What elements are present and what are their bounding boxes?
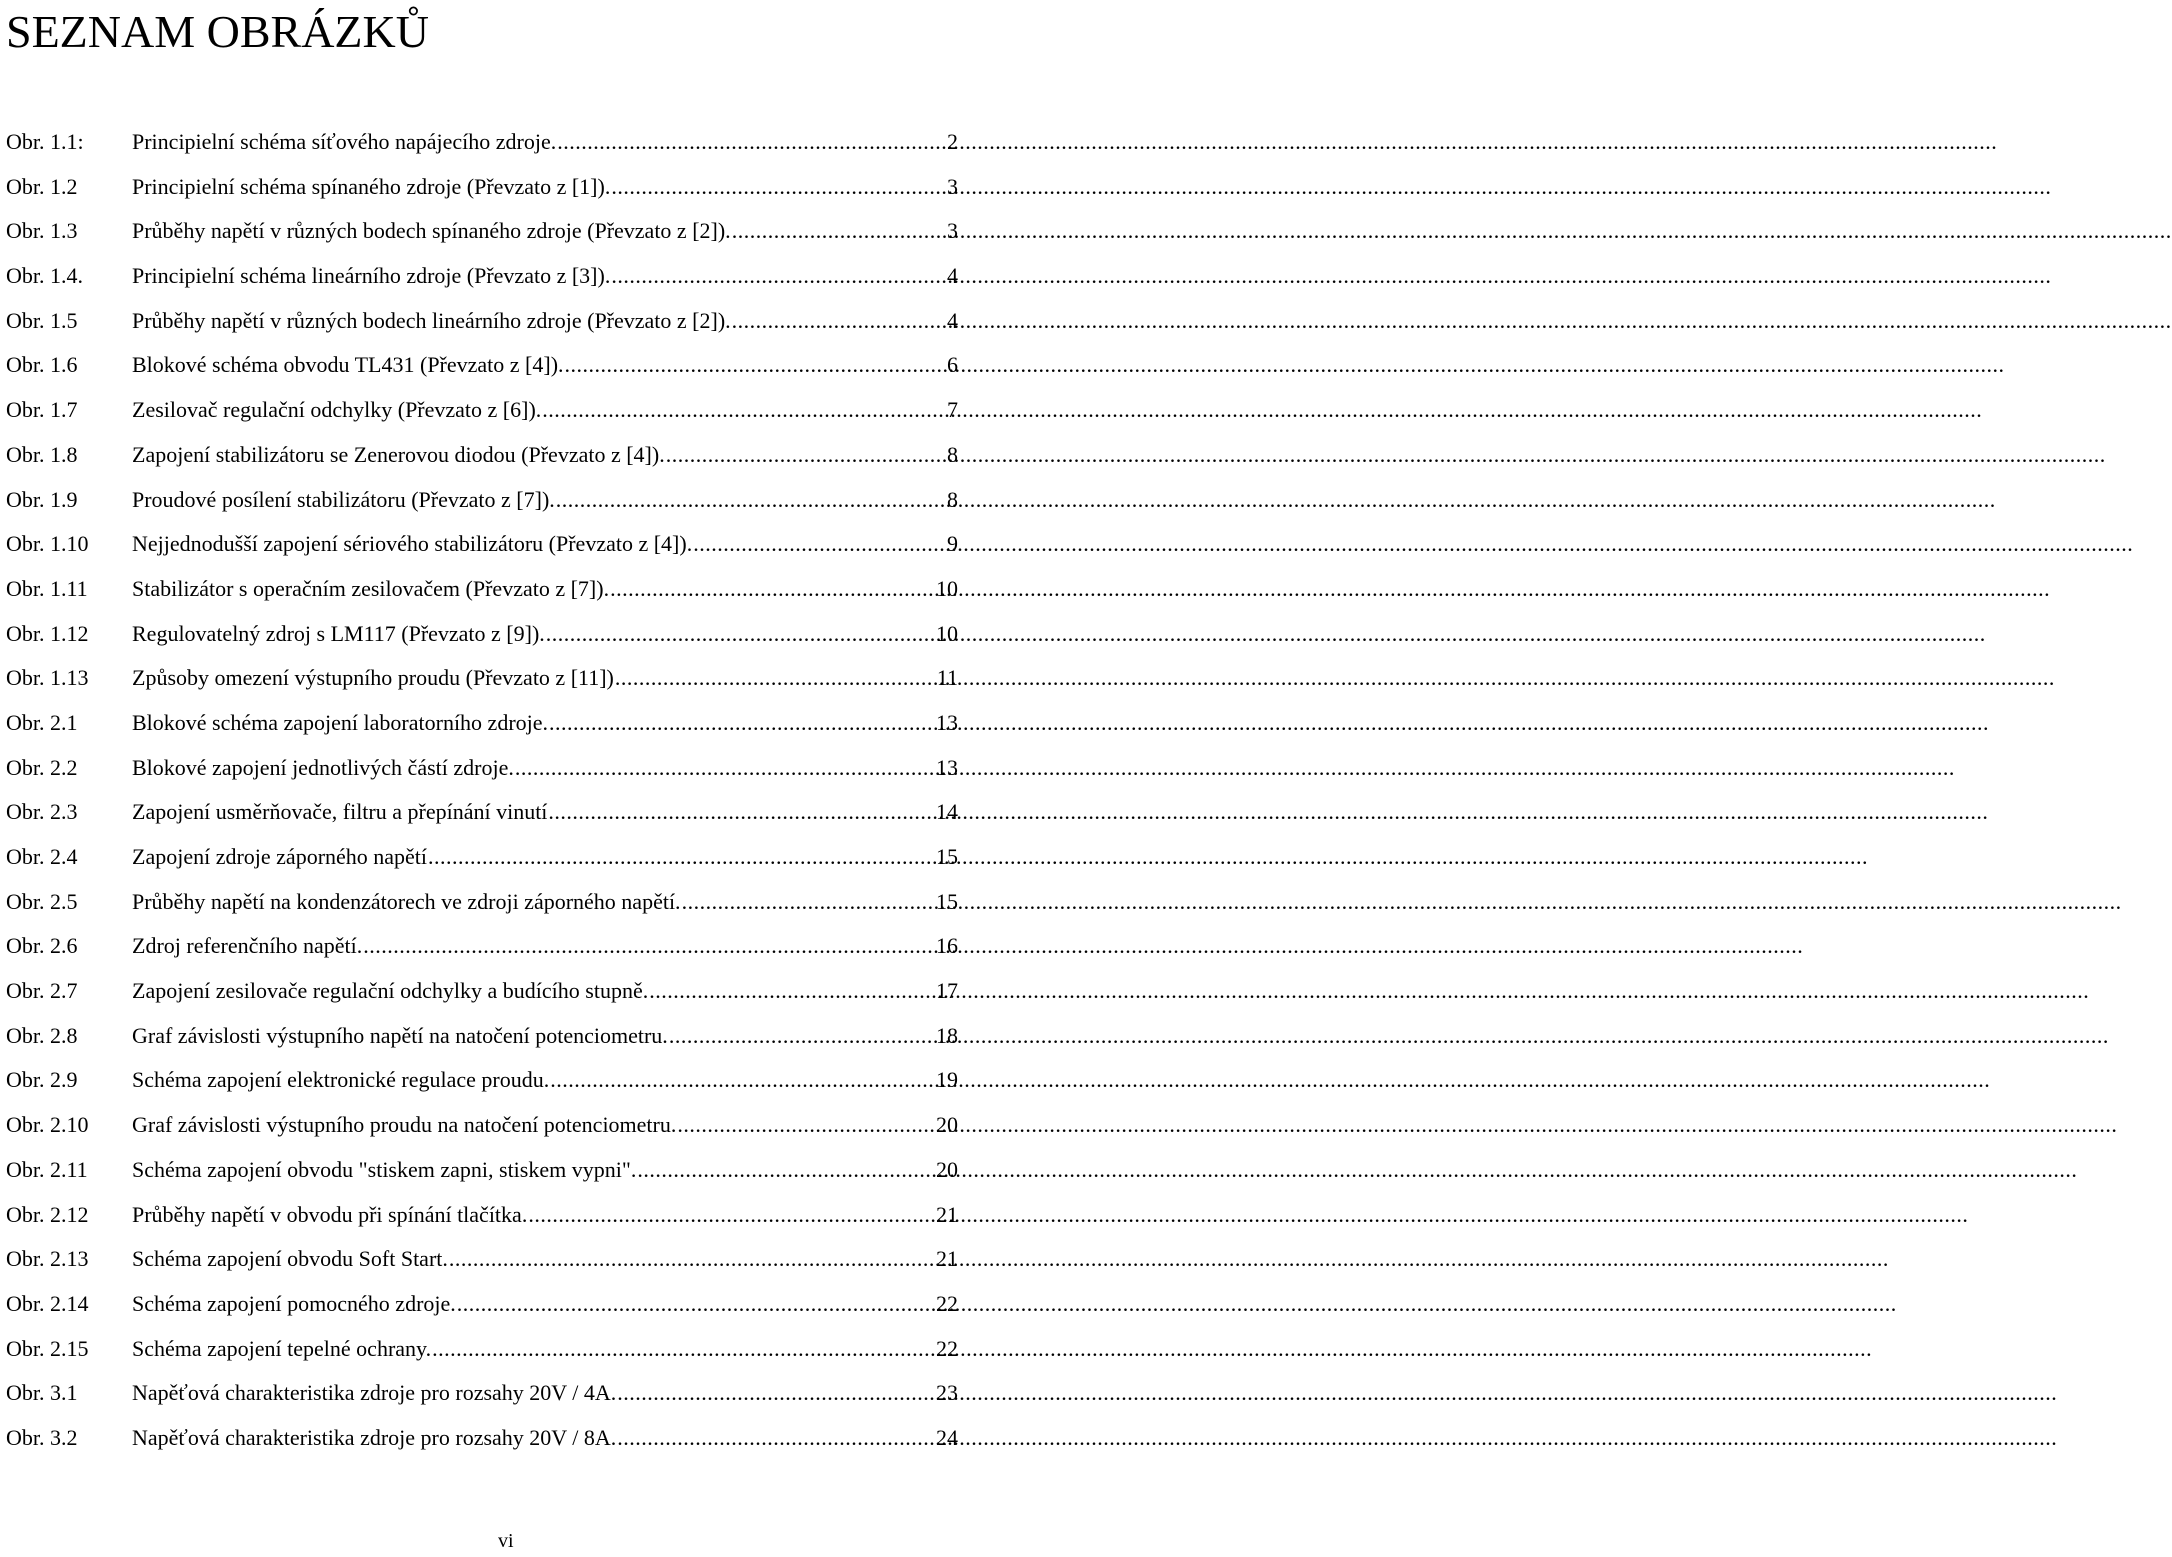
- figure-number: Obr. 2.8: [6, 1022, 78, 1048]
- dot-leader: [732, 209, 946, 254]
- page-ref: 20: [936, 1112, 958, 1138]
- toc-entry[interactable]: [6, 790, 960, 835]
- page-ref: 6: [947, 352, 958, 378]
- figure-title: Graf závislosti výstupního napětí na natočení potenciometru.: [132, 1022, 668, 1048]
- dot-leader: [363, 924, 935, 969]
- figure-title: Schéma zapojení pomocného zdroje.: [132, 1290, 456, 1316]
- figure-number: Obr. 1.5: [6, 307, 78, 333]
- figure-number: Obr. 1.4.: [6, 263, 83, 289]
- page-ref: 23: [936, 1380, 958, 1406]
- page-ref: 24: [936, 1424, 958, 1450]
- figure-title: Zapojení zesilovače regulační odchylky a budícího stupně.: [132, 978, 649, 1004]
- figure-title: Schéma zapojení tepelné ochrany.: [132, 1335, 432, 1361]
- figure-title: Principielní schéma spínaného zdroje (Převzato z [1]).: [132, 173, 611, 199]
- figure-title: Nejjednodušší zapojení sériového stabilizátoru (Převzato z [4]).: [132, 531, 693, 557]
- page-ref: 2: [947, 129, 958, 154]
- figure-number: Obr. 1.11: [6, 575, 88, 601]
- page-ref: 4: [947, 263, 958, 289]
- page-ref: 10: [936, 620, 958, 646]
- figure-title: Schéma zapojení elektronické regulace proudu.: [132, 1067, 550, 1093]
- dot-leader: [557, 120, 946, 165]
- page-ref: 10: [936, 575, 958, 601]
- figure-number: Obr. 2.4: [6, 844, 78, 869]
- figure-title: Schéma zapojení obvodu Soft Start.: [132, 1246, 448, 1272]
- dot-leader: [432, 1327, 935, 1372]
- page-ref: 17: [936, 978, 958, 1004]
- dot-leader: [549, 701, 935, 746]
- dot-leader: [548, 790, 935, 835]
- page-ref: 4: [947, 307, 958, 333]
- dot-leader: [449, 1237, 935, 1282]
- toc-entry[interactable]: [6, 478, 960, 523]
- toc-entry[interactable]: [6, 746, 960, 791]
- page-ref: 3: [947, 218, 958, 244]
- figure-number: Obr. 1.6: [6, 352, 78, 378]
- figure-number: Obr. 2.3: [6, 799, 78, 825]
- toc-entry[interactable]: [6, 1103, 960, 1148]
- page-ref: 21: [936, 1201, 958, 1227]
- page-ref: 8: [947, 441, 958, 467]
- dot-leader: [617, 1416, 935, 1461]
- toc-entry[interactable]: [6, 388, 960, 433]
- figure-title: Způsoby omezení výstupního proudu (Převzato z [11]): [132, 665, 614, 691]
- dot-leader: [649, 969, 935, 1014]
- figure-number: Obr. 2.10: [6, 1112, 89, 1138]
- page-ref: 21: [936, 1246, 958, 1272]
- toc-entry[interactable]: [6, 1371, 960, 1416]
- figure-number: Obr. 2.9: [6, 1067, 78, 1093]
- page-ref: 11: [936, 665, 958, 691]
- toc-entry[interactable]: [6, 1416, 960, 1461]
- dot-leader: [515, 746, 935, 791]
- figure-number: Obr. 1.13: [6, 665, 89, 691]
- figure-number: Obr. 3.1: [6, 1380, 78, 1406]
- toc-entry[interactable]: [6, 120, 960, 165]
- figure-title: Principielní schéma síťového napájecího zdroje.: [132, 129, 557, 154]
- figure-title: Zapojení zdroje záporného napětí: [132, 844, 428, 869]
- dot-leader: [611, 165, 946, 210]
- figure-number: Obr. 1.2: [6, 173, 78, 199]
- dot-leader: [615, 656, 936, 701]
- toc-entry[interactable]: [6, 1237, 960, 1282]
- page-ref: 16: [936, 933, 958, 959]
- dot-leader: [550, 1058, 935, 1103]
- dot-leader: [693, 522, 946, 567]
- toc-entry[interactable]: [6, 254, 960, 299]
- figure-number: Obr. 2.5: [6, 888, 78, 914]
- toc-entry[interactable]: [6, 969, 960, 1014]
- figure-title: Blokové schéma zapojení laboratorního zdroje.: [132, 709, 549, 735]
- figure-title: Průběhy napětí v různých bodech spínaného zdroje (Převzato z [2]).: [132, 218, 731, 244]
- figure-number: Obr. 2.2: [6, 754, 78, 780]
- dot-leader: [682, 880, 935, 925]
- page-ref: 3: [947, 173, 958, 199]
- toc-entry[interactable]: [6, 433, 960, 478]
- dot-leader: [666, 433, 946, 478]
- page-ref: 22: [936, 1335, 958, 1361]
- figure-number: Obr. 2.12: [6, 1201, 89, 1227]
- dot-leader: [542, 388, 946, 433]
- figure-title: Napěťová charakteristika zdroje pro rozsahy 20V / 8A.: [132, 1424, 617, 1450]
- toc-entry[interactable]: [6, 835, 960, 880]
- figure-title: Blokové schéma obvodu TL431 (Převzato z [4]).: [132, 352, 564, 378]
- toc-entry[interactable]: [6, 656, 960, 701]
- page-ref: 18: [936, 1022, 958, 1048]
- figure-number: Obr. 1.3: [6, 218, 78, 244]
- toc-entry[interactable]: [6, 612, 960, 657]
- toc-entry[interactable]: [6, 1014, 960, 1059]
- list-of-figures: [6, 120, 960, 1461]
- dot-leader: [556, 478, 946, 523]
- toc-entry[interactable]: [6, 343, 960, 388]
- page-ref: 22: [936, 1290, 958, 1316]
- toc-entry[interactable]: [6, 299, 960, 344]
- page-ref: 15: [936, 888, 958, 914]
- toc-entry[interactable]: [6, 701, 960, 746]
- page-number: vi: [498, 1530, 514, 1552]
- page-ref: 20: [936, 1156, 958, 1182]
- toc-entry[interactable]: [6, 880, 960, 925]
- dot-leader: [565, 343, 946, 388]
- figure-title: Proudové posílení stabilizátoru (Převzato z [7]).: [132, 486, 555, 512]
- figure-number: Obr. 2.15: [6, 1335, 89, 1361]
- toc-entry[interactable]: [6, 1148, 960, 1193]
- figure-title: Zesilovač regulační odchylky (Převzato z [6]).: [132, 397, 542, 423]
- toc-entry[interactable]: [6, 165, 960, 210]
- figure-title: Stabilizátor s operačním zesilovačem (Převzato z [7]).: [132, 575, 610, 601]
- page-ref: 13: [936, 709, 958, 735]
- figure-number: Obr. 2.6: [6, 933, 78, 959]
- page-ref: 19: [936, 1067, 958, 1093]
- toc-entry[interactable]: [6, 209, 960, 254]
- toc-entry[interactable]: [6, 924, 960, 969]
- toc-entry[interactable]: [6, 567, 960, 612]
- figure-title: Zapojení usměrňovače, filtru a přepínání vinutí: [132, 799, 548, 825]
- toc-entry[interactable]: [6, 1327, 960, 1372]
- page-ref: 8: [947, 486, 958, 512]
- page-title: SEZNAM OBRÁZKŮ: [6, 6, 429, 57]
- dot-leader: [610, 567, 935, 612]
- dot-leader: [617, 1371, 935, 1416]
- figure-title: Napěťová charakteristika zdroje pro rozsahy 20V / 4A.: [132, 1380, 617, 1406]
- figure-title: Zapojení stabilizátoru se Zenerovou diodou (Převzato z [4]).: [132, 441, 665, 467]
- figure-number: Obr. 2.1: [6, 709, 78, 735]
- figure-number: Obr. 2.11: [6, 1156, 88, 1182]
- figure-title: Principielní schéma lineárního zdroje (Převzato z [3]).: [132, 263, 611, 289]
- page-ref: 9: [947, 531, 958, 557]
- figure-title: Schéma zapojení obvodu "stiskem zapni, stiskem vypni".: [132, 1156, 637, 1182]
- page-ref: 13: [936, 754, 958, 780]
- figure-title: Regulovatelný zdroj s LM117 (Převzato z [9]).: [132, 620, 545, 646]
- figure-number: Obr. 2.7: [6, 978, 78, 1004]
- figure-number: Obr. 3.2: [6, 1424, 78, 1450]
- dot-leader: [677, 1103, 935, 1148]
- toc-entry[interactable]: [6, 1058, 960, 1103]
- figure-number: Obr. 1.12: [6, 620, 89, 646]
- dot-leader: [428, 835, 935, 880]
- figure-number: Obr. 1.9: [6, 486, 78, 512]
- figure-number: Obr. 2.13: [6, 1246, 89, 1272]
- page-ref: 14: [936, 799, 958, 825]
- toc-entry[interactable]: [6, 522, 960, 567]
- figure-title: Blokové zapojení jednotlivých částí zdroje.: [132, 754, 514, 780]
- dot-leader: [732, 299, 946, 344]
- figure-number: Obr. 2.14: [6, 1290, 89, 1316]
- figure-title: Graf závislosti výstupního proudu na natočení potenciometru.: [132, 1112, 677, 1138]
- figure-number: Obr. 1.1:: [6, 129, 84, 154]
- figure-number: Obr. 1.7: [6, 397, 78, 423]
- page-ref: 15: [936, 844, 958, 869]
- figure-number: Obr. 1.8: [6, 441, 78, 467]
- dot-leader: [669, 1014, 935, 1059]
- dot-leader: [611, 254, 946, 299]
- dot-leader: [528, 1193, 935, 1238]
- figure-title: Zdroj referenčního napětí.: [132, 933, 363, 959]
- figure-title: Průběhy napětí v obvodu při spínání tlačítka.: [132, 1201, 528, 1227]
- dot-leader: [637, 1148, 935, 1193]
- figure-title: Průběhy napětí na kondenzátorech ve zdroji záporného napětí.: [132, 888, 681, 914]
- dot-leader: [457, 1282, 935, 1327]
- toc-entry[interactable]: [6, 1282, 960, 1327]
- toc-entry[interactable]: [6, 1193, 960, 1238]
- figure-number: Obr. 1.10: [6, 531, 89, 557]
- dot-leader: [546, 612, 935, 657]
- page-ref: 7: [947, 397, 958, 423]
- figure-title: Průběhy napětí v různých bodech lineárního zdroje (Převzato z [2]).: [132, 307, 731, 333]
